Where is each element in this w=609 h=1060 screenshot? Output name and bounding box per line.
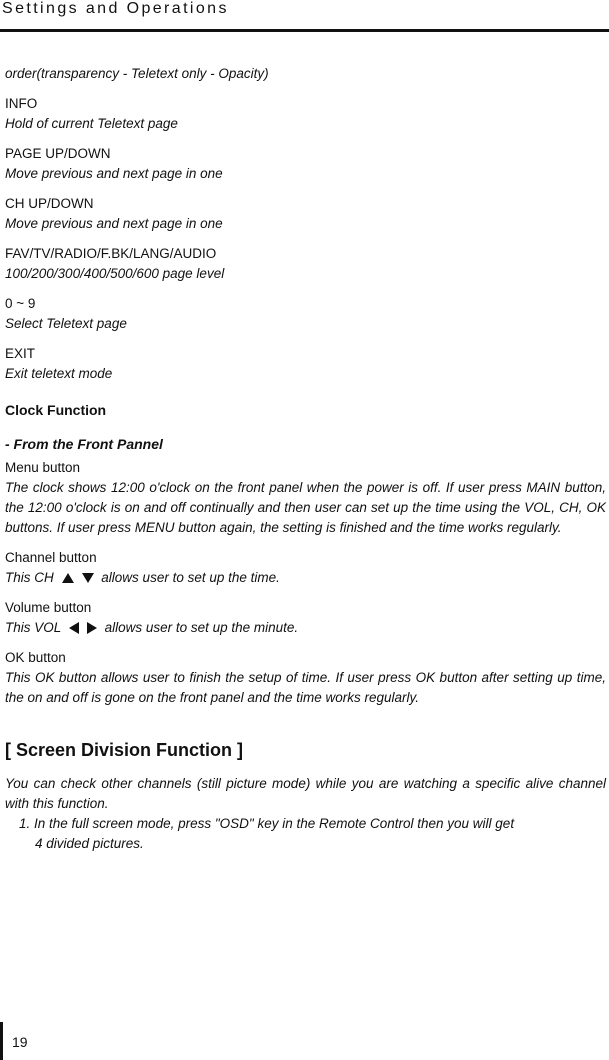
clock-menu-button: [5, 458, 606, 538]
clock-heading: Clock Function: [5, 402, 107, 418]
entry-label: CH UP/DOWN: [5, 196, 94, 211]
volume-button-desc: [5, 618, 606, 638]
volume-button-label: Volume button: [5, 600, 92, 615]
entry-desc: Hold of current Teletext page: [5, 116, 178, 131]
teletext-entry-info: [5, 94, 606, 134]
channel-button-desc: [5, 568, 606, 588]
triangle-left-icon: [69, 622, 79, 634]
teletext-entry-digits: [5, 294, 606, 334]
screen-division-title: [ Screen Division Function ]: [5, 740, 244, 760]
ok-button-label: OK button: [5, 650, 66, 665]
clock-ok-button: [5, 648, 606, 708]
teletext-entry-fav: [5, 244, 606, 284]
teletext-entry-exit: [5, 344, 606, 384]
page-header: [0, 0, 609, 34]
entry-desc: Exit teletext mode: [5, 366, 113, 381]
entry-desc: Select Teletext page: [5, 316, 127, 331]
channel-desc-after: allows user to set up the time.: [101, 570, 280, 585]
triangle-up-icon: [62, 573, 74, 583]
entry-label: FAV/TV/RADIO/F.BK/LANG/AUDIO: [5, 246, 217, 261]
volume-desc-before: This VOL: [5, 620, 62, 635]
entry-desc: Move previous and next page in one: [5, 216, 223, 231]
menu-button-desc: The clock shows 12:00 o'clock on the front panel when the power is off. If user press MAIN button, the 12:00 o'clock is on and off continually and then user can set up the time using the VOL, CH, OK buttons. If user press MENU button again, the setting is finished and the time works regularly.: [5, 480, 606, 535]
entry-label: EXIT: [5, 346, 36, 361]
header-rule: [0, 29, 609, 32]
header-title: Settings and Operations: [2, 0, 229, 17]
footer-bar: [0, 1022, 3, 1060]
screen-division-step-1: 1. In the full screen mode, press "OSD" key in the Remote Control then you will get: [19, 816, 515, 831]
entry-desc: 100/200/300/400/500/600 page level: [5, 266, 225, 281]
screen-division-intro: You can check other channels (still picture mode) while you are watching a specific alive channel with this function.: [5, 776, 606, 811]
entry-label: INFO: [5, 96, 38, 111]
clock-volume-button: [5, 598, 606, 638]
entry-desc: Move previous and next page in one: [5, 166, 223, 181]
triangle-down-icon: [82, 573, 94, 583]
clock-channel-button: [5, 548, 606, 588]
page-footer: [0, 1022, 120, 1060]
screen-division-step-1-cont: 4 divided pictures.: [35, 836, 144, 851]
ok-button-desc: This OK button allows user to finish the setup of time. If user press OK button after setting up time, the on and off is gone on the front panel and the time works regularly.: [5, 670, 606, 705]
channel-button-label: Channel button: [5, 550, 97, 565]
teletext-entry-ch-updown: [5, 194, 606, 234]
clock-subheading: - From the Front Pannel: [5, 436, 163, 452]
menu-button-label: Menu button: [5, 460, 81, 475]
entry-label: PAGE UP/DOWN: [5, 146, 111, 161]
triangle-right-icon: [87, 622, 97, 634]
teletext-entry-page-updown: [5, 144, 606, 184]
channel-desc-before: This CH: [5, 570, 54, 585]
teletext-order-line: order(transparency - Teletext only - Opacity): [5, 66, 269, 81]
entry-label: 0 ~ 9: [5, 296, 36, 311]
page-number: 19: [12, 1034, 28, 1050]
volume-desc-after: allows user to set up the minute.: [104, 620, 299, 635]
page-content: [5, 64, 606, 854]
